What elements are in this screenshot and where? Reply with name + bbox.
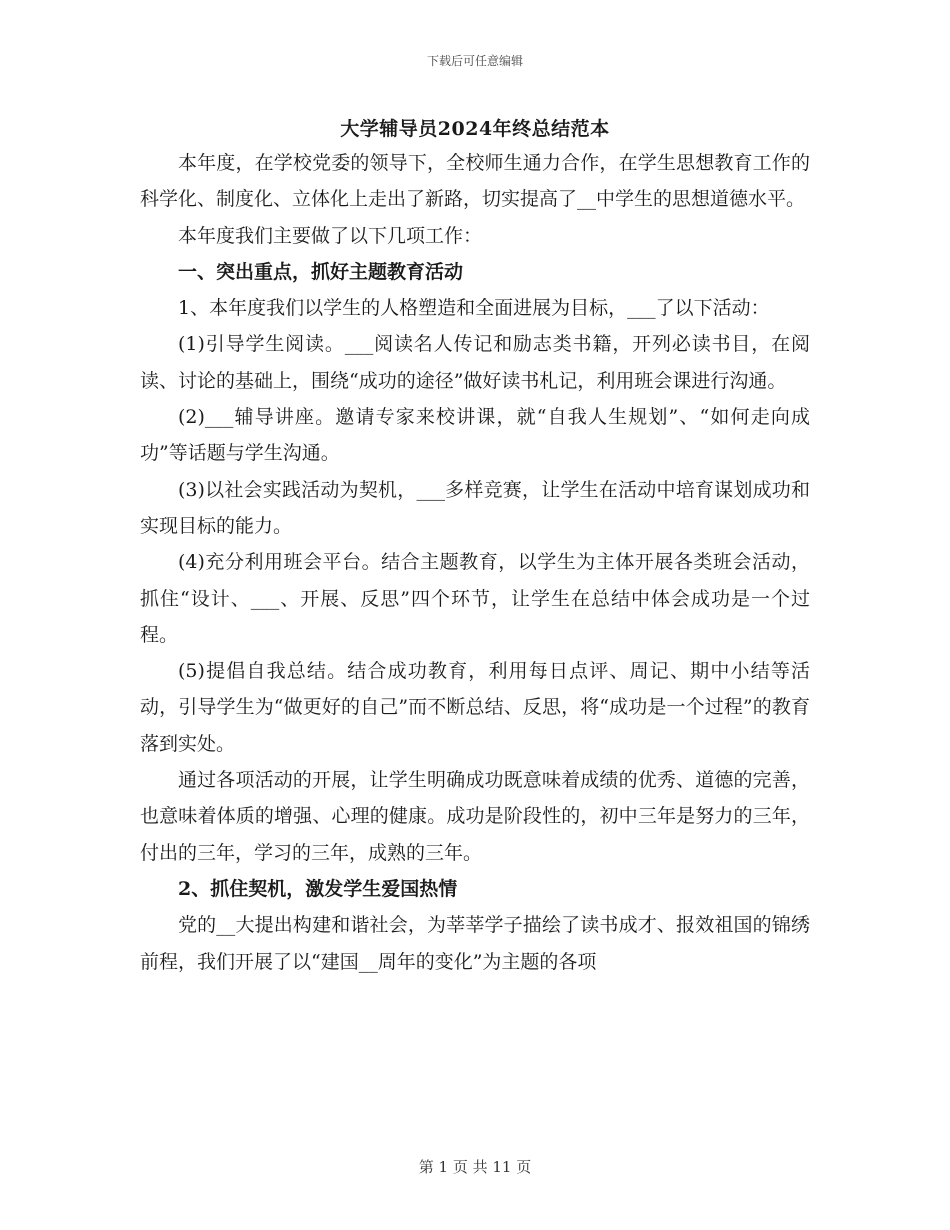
paragraph: (4)充分利用班会平台。结合主题教育，以学生为主体开展各类班会活动，抓住“设计、___、开展、反思”四个环节，让学生在总结中体会成功是一个过程。 <box>140 551 810 646</box>
document-body <box>140 145 810 980</box>
document-title: 大学辅导员2024年终总结范本 <box>340 118 610 140</box>
page-header-note: 下载后可任意编辑 <box>426 54 523 68</box>
paragraph: 党的__大提出构建和谐社会，为莘莘学子描绘了读书成才、报效祖国的锦绣前程，我们开展了以“建国__周年的变化”为主题的各项 <box>140 914 810 973</box>
paragraph: (5)提倡自我总结。结合成功教育，利用每日点评、周记、期中小结等活动，引导学生为“做更好的自己”而不断总结、反思，将“成功是一个过程”的教育落到实处。 <box>140 660 810 755</box>
paragraph: (3)以社会实践活动为契机，___多样竞赛，让学生在活动中培育谋划成功和实现目标的能力。 <box>140 478 810 537</box>
section-heading: 2、抓住契机，激发学生爱国热情 <box>178 877 458 900</box>
paragraph: 1、本年度我们以学生的人格塑造和全面进展为目标，___了以下活动： <box>178 297 770 320</box>
section-heading: 一、突出重点，抓好主题教育活动 <box>178 260 464 283</box>
paragraph: 本年度，在学校党委的领导下，全校师生通力合作，在学生思想教育工作的科学化、制度化、立体化上走出了新路，切实提高了__中学生的思想道德水平。 <box>140 152 810 211</box>
paragraph: 本年度我们主要做了以下几项工作： <box>178 224 483 247</box>
paragraph: (1)引导学生阅读。___阅读名人传记和励志类书籍，开列必读书目，在阅读、讨论的基础上，围绕“成功的途径”做好读书札记，利用班会课进行沟通。 <box>140 333 810 392</box>
page-number: 第 1 页 共 11 页 <box>418 1158 532 1176</box>
paragraph: (2)___辅导讲座。邀请专家来校讲课，就“自我人生规划”、“如何走向成功”等话题与学生沟通。 <box>140 406 810 465</box>
paragraph: 通过各项活动的开展，让学生明确成功既意味着成绩的优秀、道德的完善，也意味着体质的增强、心理的健康。成功是阶段性的，初中三年是努力的三年，付出的三年，学习的三年，成熟的三年。 <box>140 769 810 864</box>
